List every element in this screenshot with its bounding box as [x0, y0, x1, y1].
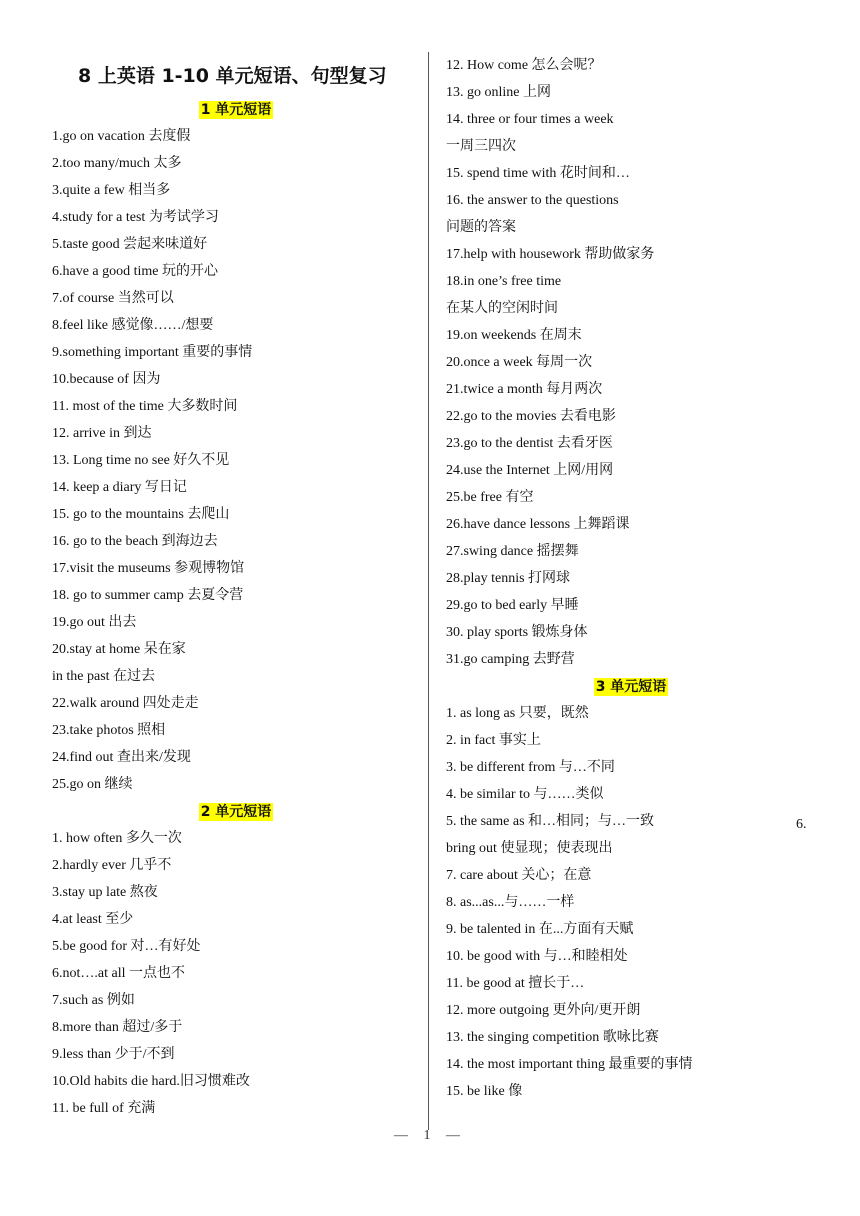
phrase-line: 4.at least 至少	[52, 912, 134, 927]
phrase-line: 1.go on vacation 去度假	[52, 129, 191, 144]
phrase-line: 15. spend time with 花时间和…	[446, 166, 630, 181]
phrase-line: 15. be like 像	[446, 1084, 523, 1099]
phrase-line: 1. how often 多久一次	[52, 831, 182, 846]
phrase-line: 26.have dance lessons 上舞蹈课	[446, 517, 630, 532]
phrase-line: 5. the same as 和…相同；与…一致	[446, 814, 655, 829]
phrase-line: 13. go online 上网	[446, 85, 551, 100]
phrase-line: 3.stay up late 熬夜	[52, 885, 158, 900]
phrase-line: 7.of course 当然可以	[52, 291, 174, 306]
phrase-line: 5.be good for 对…有好处	[52, 939, 201, 954]
phrase-line: 13. Long time no see 好久不见	[52, 453, 230, 468]
phrase-line: 8.more than 超过/多于	[52, 1020, 183, 1035]
phrase-line: 30. play sports 锻炼身体	[446, 625, 588, 640]
phrase-line: 3.quite a few 相当多	[52, 183, 171, 198]
right-phrase-list	[446, 52, 816, 1105]
phrase-line: 12. more outgoing 更外向/更开朗	[446, 1003, 641, 1018]
phrase-line: 18.in one’s free time	[446, 274, 562, 289]
phrase-line: 22.go to the movies 去看电影	[446, 409, 616, 424]
column-divider	[428, 52, 429, 1130]
phrase-line: 11. be full of 充满	[52, 1101, 156, 1116]
section-heading-label: 3 单元短语	[595, 679, 667, 695]
phrase-line: 15. go to the mountains 去爬山	[52, 507, 230, 522]
page-number: — 1 —	[394, 1128, 466, 1143]
section-heading	[52, 96, 420, 123]
phrase-line: 24.use the Internet 上网/用网	[446, 463, 614, 478]
section-heading	[52, 798, 420, 825]
phrase-line: 18. go to summer camp 去夏令营	[52, 588, 244, 603]
phrase-line: 28.play tennis 打网球	[446, 571, 571, 586]
phrase-line: 14. keep a diary 写日记	[52, 480, 187, 495]
phrase-line: 22.walk around 四处走走	[52, 696, 199, 711]
phrase-line: 29.go to bed early 早睡	[446, 598, 579, 613]
phrase-line: 2.too many/much 太多	[52, 156, 182, 171]
phrase-line: 4.study for a test 为考试学习	[52, 210, 219, 225]
section-heading-label: 1 单元短语	[200, 102, 272, 118]
phrase-line: 23.go to the dentist 去看牙医	[446, 436, 613, 451]
left-column	[52, 60, 420, 1122]
phrase-line: 6.have a good time 玩的开心	[52, 264, 219, 279]
phrase-line: 16. the answer to the questions	[446, 193, 619, 208]
phrase-line: 17.help with housework 帮助做家务	[446, 247, 655, 262]
phrase-line: 12. arrive in 到达	[52, 426, 152, 441]
phrase-line: 5.taste good 尝起来味道好	[52, 237, 208, 252]
phrase-line: 10. be good with 与…和睦相处	[446, 949, 628, 964]
phrase-line: 19.on weekends 在周末	[446, 328, 582, 343]
phrase-line: 20.stay at home 呆在家	[52, 642, 186, 657]
phrase-line: 13. the singing competition 歌咏比赛	[446, 1030, 659, 1045]
phrase-line: in the past 在过去	[52, 669, 156, 684]
phrase-line: 8.feel like 感觉像……/想要	[52, 318, 214, 333]
section-heading	[446, 673, 816, 700]
section-heading-label: 2 单元短语	[200, 804, 272, 820]
phrase-line: 21.twice a month 每月两次	[446, 382, 603, 397]
phrase-line: 7.such as 例如	[52, 993, 135, 1008]
phrase-line: 31.go camping 去野营	[446, 652, 575, 667]
phrase-line: 10.because of 因为	[52, 372, 161, 387]
phrase-line: 25.go on 继续	[52, 777, 133, 792]
phrase-line: 3. be different from 与…不同	[446, 760, 615, 775]
phrase-line: 1. as long as 只要，既然	[446, 706, 589, 721]
phrase-line: 17.visit the museums 参观博物馆	[52, 561, 245, 576]
phrase-line: 6.not….at all 一点也不	[52, 966, 185, 981]
phrase-line: 16. go to the beach 到海边去	[52, 534, 218, 549]
phrase-line: 11. be good at 擅长于…	[446, 976, 585, 991]
phrase-line: 8. as...as...与……一样	[446, 895, 575, 910]
item-number-6: 6.	[796, 817, 807, 832]
phrase-line: 4. be similar to 与……类似	[446, 787, 604, 802]
phrase-line: 12. How come 怎么会呢？	[446, 58, 602, 73]
phrase-line: 在某人的空闲时间	[446, 301, 558, 316]
phrase-line: bring out 使显现；使表现出	[446, 841, 613, 856]
phrase-line: 23.take photos 照相	[52, 723, 166, 738]
phrase-line: 9.less than 少于/不到	[52, 1047, 175, 1062]
phrase-line: 24.find out 查出来/发现	[52, 750, 191, 765]
phrase-line: 20.once a week 每周一次	[446, 355, 593, 370]
phrase-line: 14. the most important thing 最重要的事情	[446, 1057, 693, 1072]
phrase-line: 19.go out 出去	[52, 615, 137, 630]
right-column	[446, 52, 816, 1105]
phrase-line: 问题的答案	[446, 220, 516, 235]
phrase-line: 14. three or four times a week	[446, 112, 614, 127]
phrase-line: 一周三四次	[446, 139, 516, 154]
phrase-line: 7. care about 关心；在意	[446, 868, 592, 883]
phrase-line: 25.be free 有空	[446, 490, 534, 505]
page-title: 8 上英语 1-10 单元短语、句型复习	[78, 65, 387, 87]
phrase-line: 2.hardly ever 几乎不	[52, 858, 172, 873]
phrase-line: 9. be talented in 在...方面有天赋	[446, 922, 634, 937]
phrase-line: 9.something important 重要的事情	[52, 345, 253, 360]
phrase-line: 11. most of the time 大多数时间	[52, 399, 238, 414]
phrase-line: 2. in fact 事实上	[446, 733, 541, 748]
phrase-line: 27.swing dance 摇摆舞	[446, 544, 579, 559]
left-phrase-list	[52, 96, 420, 1122]
phrase-line: 10.Old habits die hard.旧习惯难改	[52, 1074, 250, 1089]
